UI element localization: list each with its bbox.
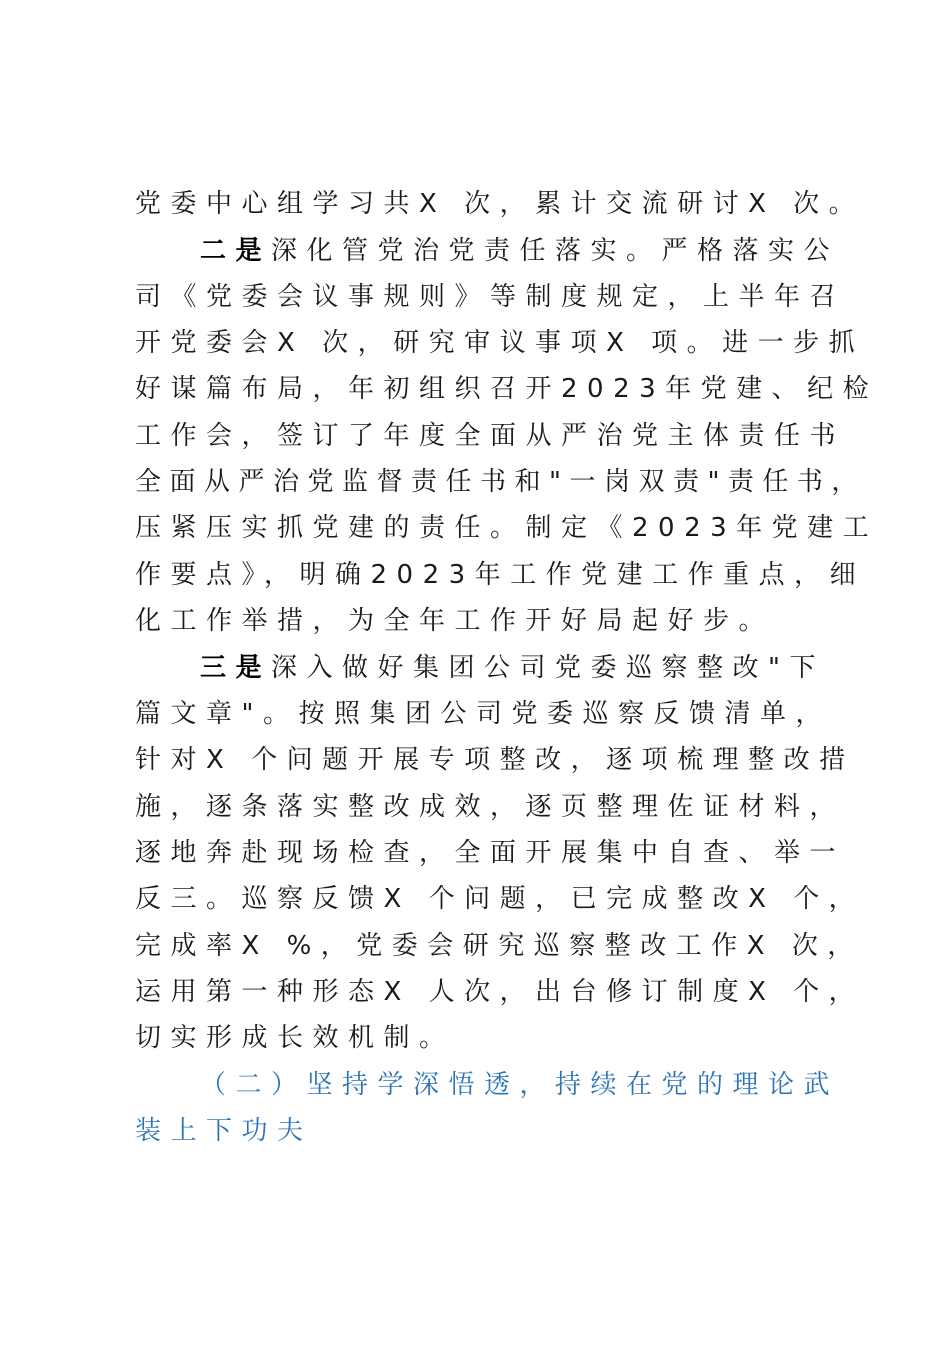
line-text: 作要点》，明确2023年工作党建工作重点，细 xyxy=(135,560,866,590)
line-text: 篇文章"。按照集团公司党委巡察反馈清单， xyxy=(135,699,831,729)
paragraph-line-17 xyxy=(135,926,950,966)
paragraph-line-2 xyxy=(200,231,950,271)
line-text: 压紧压实抓党建的责任。制定《2023年党建工 xyxy=(135,513,879,543)
paragraph-line-1 xyxy=(135,184,950,224)
paragraph-line-5 xyxy=(135,369,950,409)
paragraph-line-18 xyxy=(135,972,950,1012)
line-text: 全面从严治党监督责任书和"一岗双责"责任书， xyxy=(135,467,866,497)
paragraph-line-13 xyxy=(135,740,950,780)
line-text: 针对X 个问题开展专项整改，逐项梳理整改措 xyxy=(135,745,855,775)
section-heading-text: 装上下功夫 xyxy=(135,1116,313,1146)
line-text: 施，逐条落实整改成效，逐页整理佐证材料， xyxy=(135,792,846,822)
line-text: 党委中心组学习共X 次，累计交流研讨X 次。 xyxy=(135,189,865,219)
section-heading-line-1 xyxy=(200,1065,950,1105)
paragraph-line-9 xyxy=(135,555,950,595)
paragraph-line-10 xyxy=(135,601,950,641)
line-text: 反三。巡察反馈X 个问题，已完成整改X 个， xyxy=(135,884,865,914)
paragraph-line-12 xyxy=(135,694,950,734)
line-text: 化工作举措，为全年工作开好局起好步。 xyxy=(135,606,775,636)
line-text: 逐地奔赴现场检查，全面开展集中自查、举一 xyxy=(135,838,846,868)
paragraph-line-8 xyxy=(135,508,950,548)
paragraph-line-15 xyxy=(135,833,950,873)
ordinal-label: 二是 xyxy=(200,236,272,266)
line-text: 运用第一种形态X 人次，出台修订制度X 个， xyxy=(135,977,865,1007)
paragraph-line-4 xyxy=(135,323,950,363)
line-text: 工作会，签订了年度全面从严治党主体责任书 xyxy=(135,421,846,451)
paragraph-line-11 xyxy=(200,648,950,688)
line-text: 切实形成长效机制。 xyxy=(135,1023,455,1053)
line-text: 完成率X %，党委会研究巡察整改工作X 次， xyxy=(135,931,863,961)
paragraph-line-3 xyxy=(135,277,950,317)
line-text: 深入做好集团公司党委巡察整改"下 xyxy=(271,653,825,683)
line-text: 开党委会X 次，研究审议事项X 项。进一步抓 xyxy=(135,328,865,358)
paragraph-line-7 xyxy=(135,462,950,502)
paragraph-line-16 xyxy=(135,879,950,919)
ordinal-label: 三是 xyxy=(200,653,272,683)
line-text: 司《党委会议事规则》等制度规定，上半年召 xyxy=(135,282,846,312)
paragraph-line-19 xyxy=(135,1018,950,1058)
section-heading-text: （二）坚持学深悟透，持续在党的理论武 xyxy=(200,1070,840,1100)
line-text: 深化管党治党责任落实。严格落实公 xyxy=(271,236,840,266)
paragraph-line-14 xyxy=(135,787,950,827)
paragraph-line-6 xyxy=(135,416,950,456)
line-text: 好谋篇布局，年初组织召开2023年党建、纪检 xyxy=(135,374,879,404)
section-heading-line-2 xyxy=(135,1111,950,1151)
